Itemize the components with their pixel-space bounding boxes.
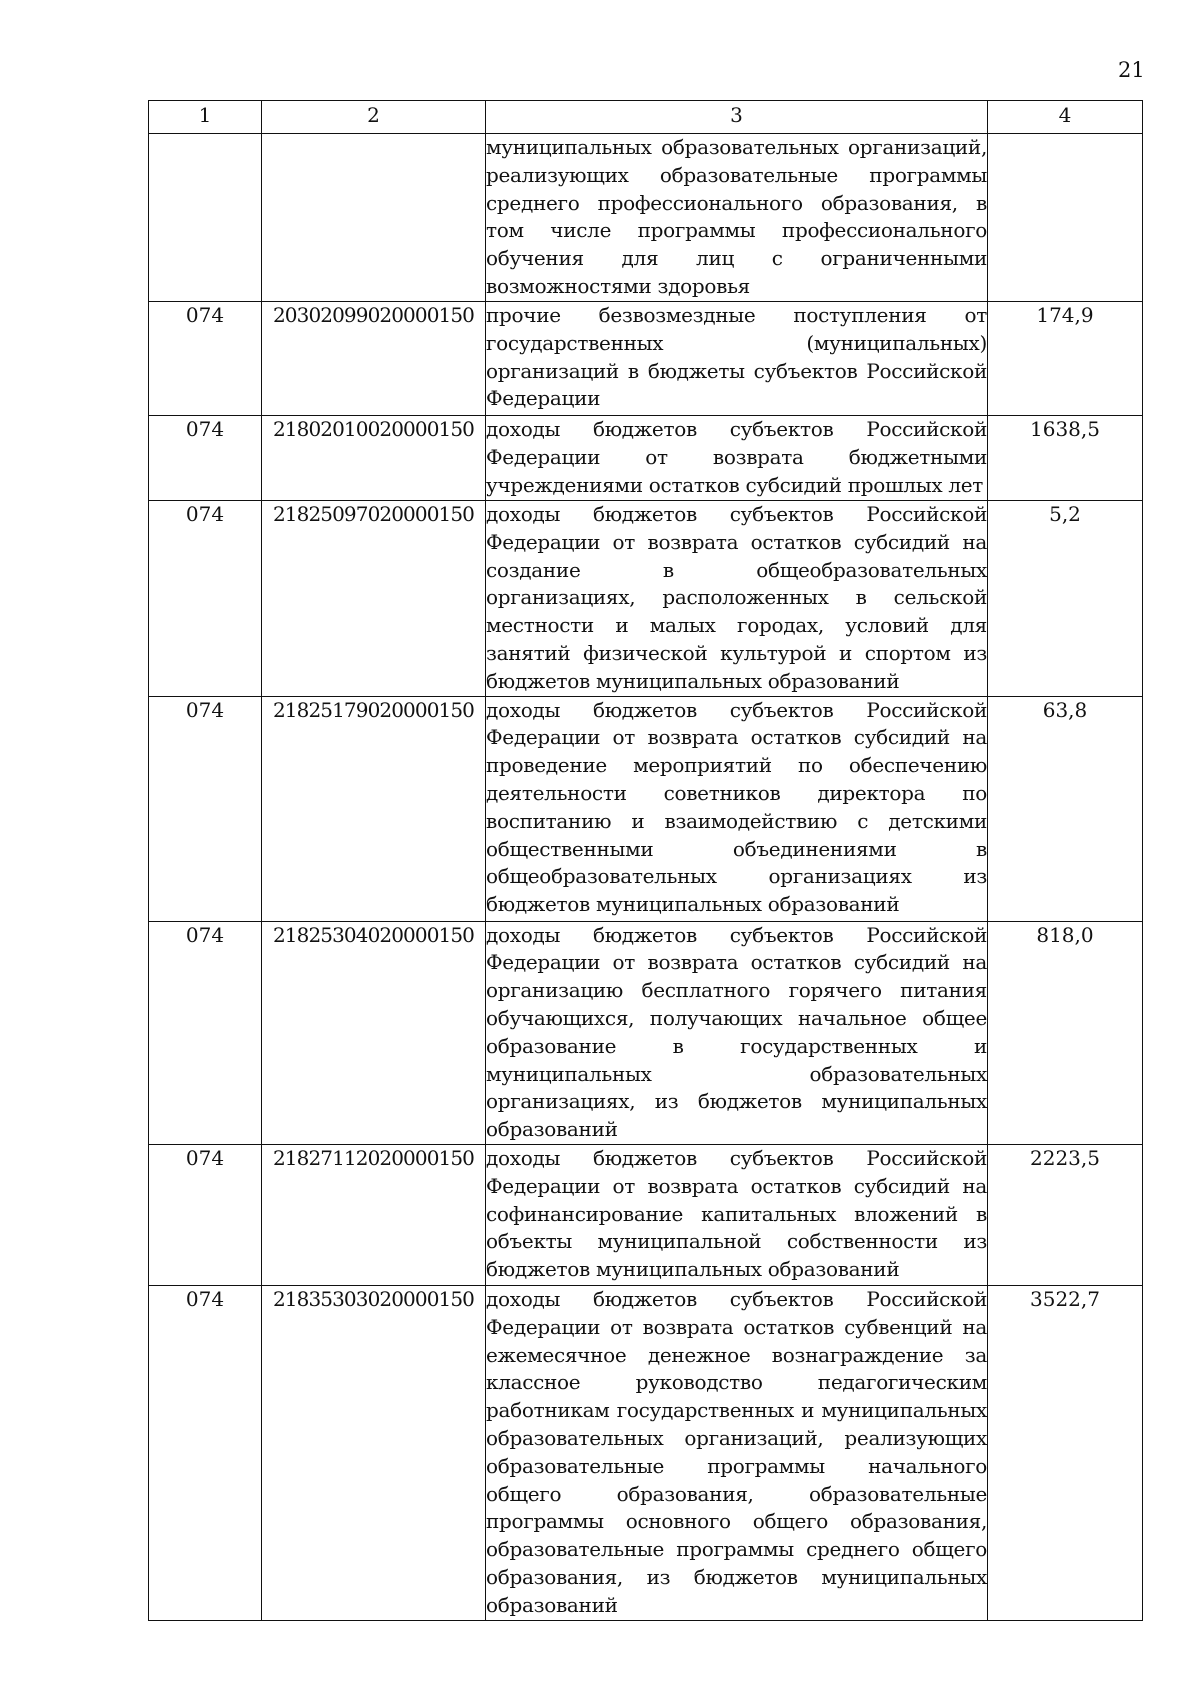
- table-row: [149, 501, 1143, 697]
- revenue-description-cell: муниципальных образовательных организаций, реализующих образовательные программы среднего профессионального образования, в том числе программы профессионального обучения для лиц с ограниченными возможностями здоровья: [486, 134, 988, 302]
- table-row: [149, 696, 1143, 921]
- admin-code-cell: 074: [149, 501, 262, 697]
- budget-classification-code-cell: 21825179020000150: [262, 696, 486, 921]
- budget-revenue-table: [148, 100, 1143, 1621]
- admin-code-cell: 074: [149, 1144, 262, 1285]
- revenue-description-cell: доходы бюджетов субъектов Российской Федерации от возврата бюджетными учреждениями остатков субсидий прошлых лет: [486, 416, 988, 501]
- admin-code-cell: [149, 134, 262, 302]
- budget-classification-code-cell: 21827112020000150: [262, 1144, 486, 1285]
- admin-code-cell: 074: [149, 416, 262, 501]
- table-row: [149, 416, 1143, 501]
- amount-cell: 63,8: [988, 696, 1143, 921]
- revenue-description-cell: доходы бюджетов субъектов Российской Федерации от возврата остатков субвенций на ежемесячное денежное вознаграждение за классное руководство педагогическим работникам государственных и муниципальных образовательных организаций, реализующих образовательные программы начального общего образования, образовательные программы основного общего образования, образовательные программы среднего общего образования, из бюджетов муниципальных образований: [486, 1285, 988, 1620]
- amount-cell: 3522,7: [988, 1285, 1143, 1620]
- budget-classification-code-cell: 20302099020000150: [262, 302, 486, 416]
- revenue-description-cell: прочие безвозмездные поступления от государственных (муниципальных) организаций в бюджеты субъектов Российской Федерации: [486, 302, 988, 416]
- amount-cell: 818,0: [988, 921, 1143, 1144]
- revenue-description-cell: доходы бюджетов субъектов Российской Федерации от возврата остатков субсидий на софинансирование капитальных вложений в объекты муниципальной собственности из бюджетов муниципальных образований: [486, 1144, 988, 1285]
- table-row: [149, 302, 1143, 416]
- column-header-3: 3: [486, 101, 988, 134]
- admin-code-cell: 074: [149, 1285, 262, 1620]
- budget-classification-code-cell: 21825304020000150: [262, 921, 486, 1144]
- table-row: [149, 1285, 1143, 1620]
- amount-cell: [988, 134, 1143, 302]
- amount-cell: 2223,5: [988, 1144, 1143, 1285]
- table-row: [149, 921, 1143, 1144]
- admin-code-cell: 074: [149, 921, 262, 1144]
- budget-classification-code-cell: 21825097020000150: [262, 501, 486, 697]
- page-number: 21: [1118, 58, 1145, 82]
- revenue-description-cell: доходы бюджетов субъектов Российской Федерации от возврата остатков субсидий на организацию бесплатного горячего питания обучающихся, получающих начальное общее образование в государственных и муниципальных образовательных организациях, из бюджетов муниципальных образований: [486, 921, 988, 1144]
- table-row: [149, 134, 1143, 302]
- table-row: [149, 1144, 1143, 1285]
- amount-cell: 174,9: [988, 302, 1143, 416]
- amount-cell: 5,2: [988, 501, 1143, 697]
- revenue-description-cell: доходы бюджетов субъектов Российской Федерации от возврата остатков субсидий на создание в общеобразовательных организациях, расположенных в сельской местности и малых городах, условий для занятий физической культурой и спортом из бюджетов муниципальных образований: [486, 501, 988, 697]
- column-header-4: 4: [988, 101, 1143, 134]
- budget-classification-code-cell: 21835303020000150: [262, 1285, 486, 1620]
- revenue-description-cell: доходы бюджетов субъектов Российской Федерации от возврата остатков субсидий на проведение мероприятий по обеспечению деятельности советников директора по воспитанию и взаимодействию с детскими общественными объединениями в общеобразовательных организациях из бюджетов муниципальных образований: [486, 696, 988, 921]
- table-header-row: [149, 101, 1143, 134]
- amount-cell: 1638,5: [988, 416, 1143, 501]
- column-header-1: 1: [149, 101, 262, 134]
- budget-classification-code-cell: 21802010020000150: [262, 416, 486, 501]
- admin-code-cell: 074: [149, 302, 262, 416]
- column-header-2: 2: [262, 101, 486, 134]
- budget-classification-code-cell: [262, 134, 486, 302]
- admin-code-cell: 074: [149, 696, 262, 921]
